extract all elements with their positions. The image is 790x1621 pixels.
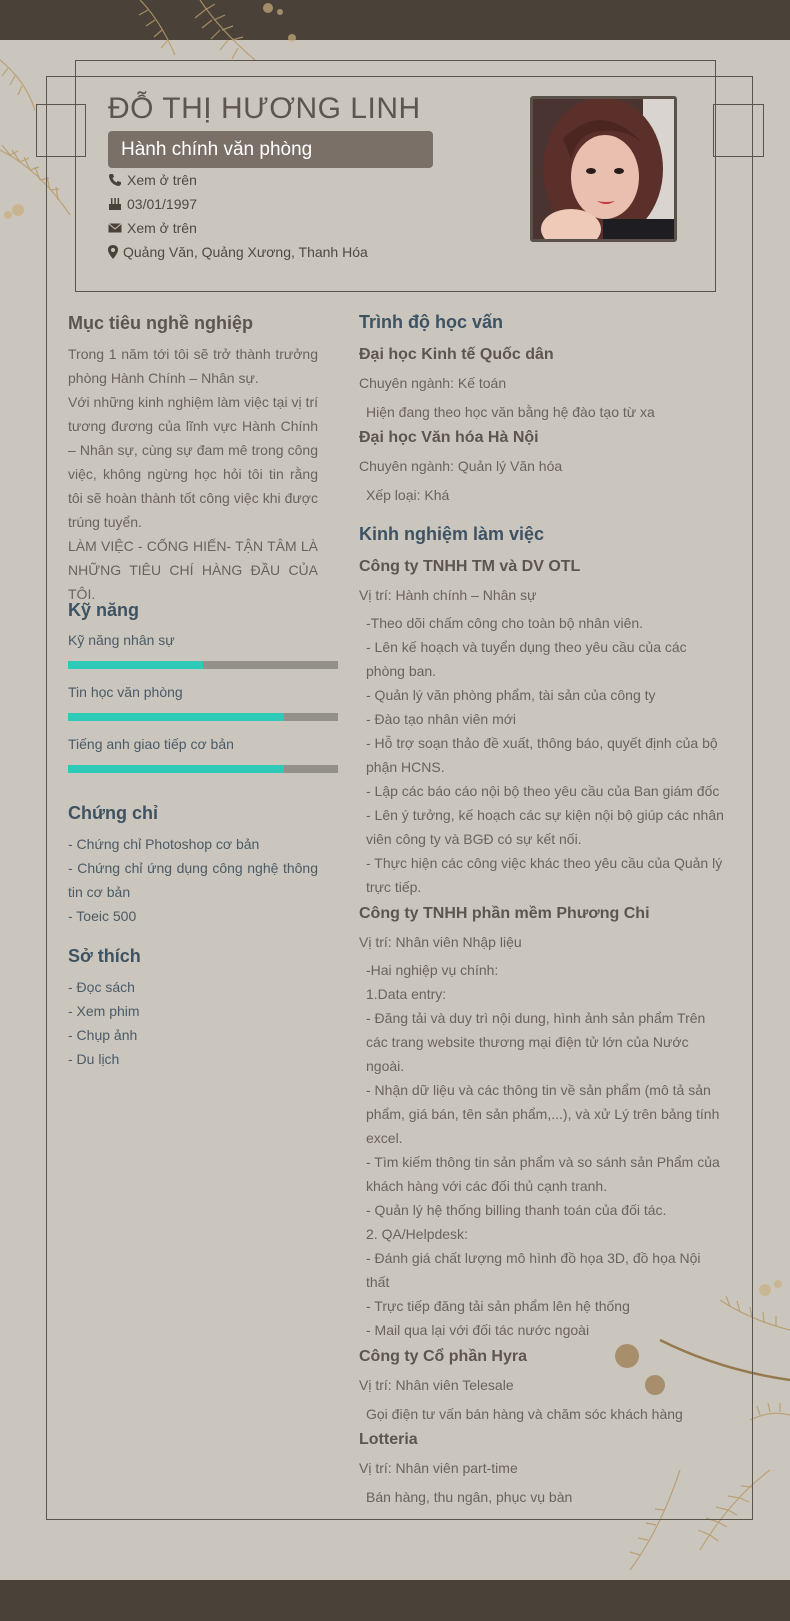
job-position: Vị trí: Nhân viên Telesale: [359, 1377, 514, 1393]
job-duty-line: -Hai nghiệp vụ chính:: [366, 962, 499, 978]
job-duty-line: khách hàng với các đối thủ cạnh tranh.: [366, 1178, 608, 1194]
side-box-right: [713, 104, 764, 157]
skill-label: Kỹ năng nhân sự: [68, 632, 175, 648]
envelope-icon: [108, 221, 122, 235]
school-major: Chuyên ngành: Quản lý Văn hóa: [359, 458, 563, 474]
objective-paragraph: Với những kinh nghiệm làm việc tại vị trí tương đương của lĩnh vực Hành Chính – Nhân sự, cùng sự đam mê trong công việc, không ngừng học hỏi tôi tin rằng tôi sẽ hoàn thành tốt công việc khi được trúng tuyển.: [68, 394, 318, 530]
job-duty-line: trực tiếp.: [366, 879, 422, 895]
skill-bar: [68, 661, 338, 669]
contact-birthday-text: 03/01/1997: [127, 196, 198, 212]
job-duty-line: - Đánh giá chất lượng mô hình đồ họa 3D, đồ họa Nội: [366, 1250, 701, 1266]
school-name: Đại học Kinh tế Quốc dân: [359, 346, 554, 363]
school-major: Chuyên ngành: Kế toán: [359, 375, 507, 391]
school-note: Hiện đang theo học văn bằng hệ đào tạo từ xa: [366, 404, 655, 420]
birthday-cake-icon: [108, 197, 122, 211]
job-duty-line: - Hỗ trợ soạn thảo đề xuất, thông báo, quyết định của bộ: [366, 735, 718, 751]
company-name: Công ty Cổ phần Hyra: [359, 1348, 528, 1365]
skill-bar-fill: [68, 661, 203, 669]
job-duties: [366, 958, 721, 1342]
job-duty-line: 2. QA/Helpdesk:: [366, 1226, 468, 1242]
job-duty-line: - Lập các báo cáo nội bộ theo yêu cầu của Ban giám đốc: [366, 783, 720, 799]
top-band: [0, 0, 790, 40]
hobby-item: - Đọc sách: [68, 979, 135, 995]
bottom-band: [0, 1580, 790, 1621]
job-duties: [366, 1402, 721, 1426]
job-duty-line: Bán hàng, thu ngân, phục vụ bàn: [366, 1489, 573, 1505]
objective-paragraph: Trong 1 năm tới tôi sẽ trở thành trưởng phòng Hành Chính – Nhân sự.: [68, 346, 318, 386]
skill-bar: [68, 713, 338, 721]
contact-email-text: Xem ở trên: [127, 220, 197, 236]
job-duty-line: phẩm, giá bán, tên sản phẩm,...), và xử Lý trên bảng tính: [366, 1106, 720, 1122]
contact-phone: [108, 170, 197, 190]
job-duty-line: - Đào tạo nhân viên mới: [366, 711, 517, 727]
job-duty-line: ngoài.: [366, 1058, 405, 1074]
job-duty-line: -Theo dõi chấm công cho toàn bộ nhân viên.: [366, 615, 644, 631]
skill-bar-fill: [68, 765, 284, 773]
job-duty-line: - Quản lý hệ thống billing thanh toán của đối tác.: [366, 1202, 667, 1218]
skill-bar-fill: [68, 713, 284, 721]
company-name: Công ty TNHH phần mềm Phương Chi: [359, 905, 650, 922]
hobbies-title: Sở thích: [68, 946, 141, 966]
contact-phone-text: Xem ở trên: [127, 172, 197, 188]
job-duty-line: - Lên ý tưởng, kế hoạch các sự kiện nội bộ giúp các nhân: [366, 807, 724, 823]
job-duty-line: Gọi điện tư vấn bán hàng và chăm sóc khách hàng: [366, 1406, 683, 1422]
objective-text: [68, 342, 318, 606]
job-duty-line: thất: [366, 1274, 390, 1290]
hobby-item: - Du lịch: [68, 1051, 120, 1067]
job-duty-line: - Thực hiện các công việc khác theo yêu cầu của Quản lý: [366, 855, 723, 871]
job-duty-line: phòng ban.: [366, 663, 437, 679]
map-marker-icon: [108, 245, 118, 259]
job-duty-line: - Tìm kiếm thông tin sản phẩm và so sánh sản Phẩm của: [366, 1154, 720, 1170]
skills-title: Kỹ năng: [68, 600, 140, 620]
certificates-list: [68, 832, 318, 928]
contact-email: [108, 218, 197, 238]
contact-birthday: [108, 194, 197, 214]
skill-label: Tiếng anh giao tiếp cơ bản: [68, 736, 234, 752]
hobby-item: - Chụp ảnh: [68, 1027, 138, 1043]
school-name: Đại học Văn hóa Hà Nội: [359, 429, 539, 446]
job-duty-line: - Lên kế hoạch và tuyển dụng theo yêu cầu của các: [366, 639, 687, 655]
portrait-image: [533, 99, 674, 239]
school-note: Xếp loại: Khá: [366, 487, 450, 503]
job-duty-line: excel.: [366, 1130, 403, 1146]
hobbies-list: [68, 975, 318, 1071]
side-box-left: [36, 104, 86, 157]
job-duty-line: 1.Data entry:: [366, 986, 447, 1002]
certificate-item: - Chứng chỉ Photoshop cơ bản: [68, 836, 260, 852]
objective-title: Mục tiêu nghề nghiệp: [68, 313, 253, 333]
objective-paragraph: LÀM VIỆC - CỐNG HIẾN- TẬN TÂM LÀ NHỮNG TIÊU CHÍ HÀNG ĐẦU CỦA TÔI.: [68, 538, 318, 602]
job-duty-line: - Trực tiếp đăng tải sản phẩm lên hệ thống: [366, 1298, 630, 1314]
education-title: Trình độ học vấn: [359, 312, 504, 332]
contact-address: [108, 242, 368, 262]
job-duty-line: viên công ty và BGĐ có sự kết nối.: [366, 831, 582, 847]
job-duties: [366, 611, 724, 899]
hobby-item: - Xem phim: [68, 1003, 140, 1019]
job-duty-line: - Mail qua lại với đối tác nước ngoài: [366, 1322, 590, 1338]
job-duty-line: - Đăng tải và duy trì nội dung, hình ảnh sản phẩm Trên: [366, 1010, 706, 1026]
job-duty-line: các trang website thương mại điện tử lớn của Nước: [366, 1034, 689, 1050]
company-name: Lotteria: [359, 1431, 418, 1448]
job-position: Vị trí: Nhân viên part-time: [359, 1460, 518, 1476]
job-duties: [366, 1485, 721, 1509]
company-name: Công ty TNHH TM và DV OTL: [359, 558, 581, 575]
job-duty-line: - Quản lý văn phòng phẩm, tài sản của công ty: [366, 687, 656, 703]
certificate-item: - Chứng chỉ ứng dụng công nghệ thông tin cơ bản: [68, 860, 318, 900]
certificate-item: - Toeic 500: [68, 908, 137, 924]
profile-photo: [530, 96, 677, 242]
contact-address-text: Quảng Văn, Quảng Xương, Thanh Hóa: [123, 244, 368, 260]
skill-bar: [68, 765, 338, 773]
job-duty-line: - Nhận dữ liệu và các thông tin về sản phẩm (mô tả sản: [366, 1082, 711, 1098]
job-position: Vị trí: Hành chính – Nhân sự: [359, 587, 537, 603]
experience-title: Kinh nghiệm làm việc: [359, 524, 545, 544]
job-duty-line: phận HCNS.: [366, 759, 445, 775]
phone-icon: [108, 173, 122, 187]
job-position: Vị trí: Nhân viên Nhập liệu: [359, 934, 522, 950]
job-title-badge: Hành chính văn phòng: [108, 131, 433, 168]
certificates-title: Chứng chỉ: [68, 803, 159, 823]
candidate-name: ĐỖ THỊ HƯƠNG LINH: [108, 92, 421, 125]
skill-label: Tin học văn phòng: [68, 684, 183, 700]
